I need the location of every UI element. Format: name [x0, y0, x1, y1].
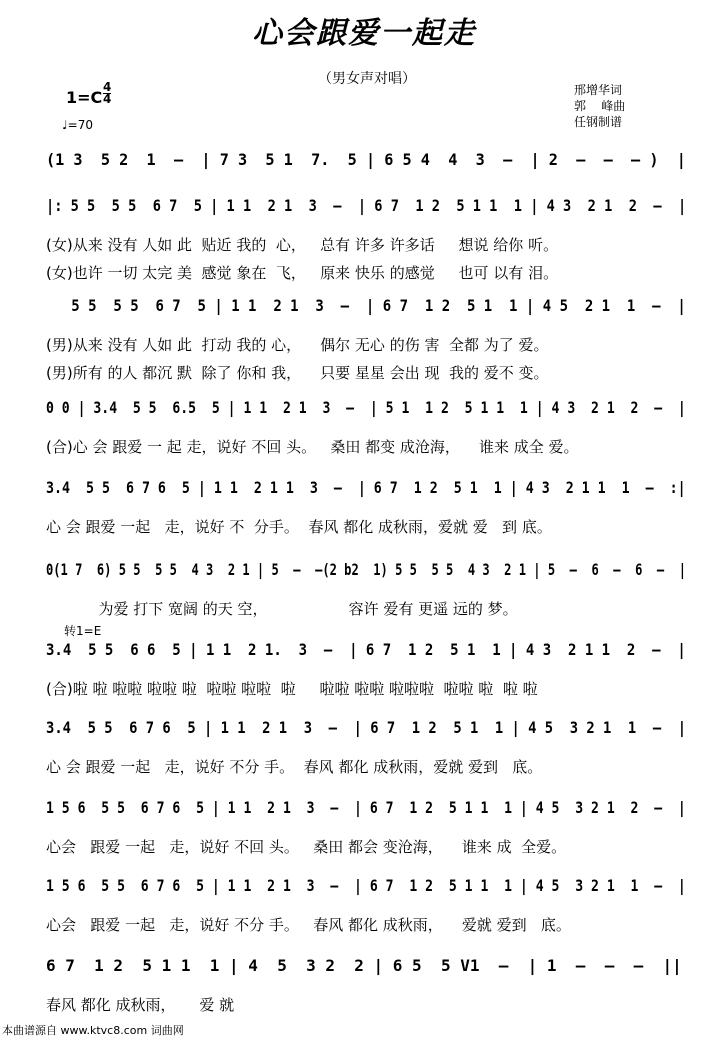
lyric-line: 心会 跟爱 一起 走，说好 不回 头。 桑田 都会 变沧海， 谁来 成 全爱。 [46, 838, 567, 856]
lyric-line: (男)所有 的人 都沉 默 除了 你和 我， 只要 星星 会出 现 我的 爱不 变。 [46, 364, 549, 382]
notation-row-11: 6 7 1 2 5 1 1 1 | 4 5 3 2 2 | 6 5 5 V1 – | 1 – – – || [46, 956, 682, 975]
notation-row-4: 0 0 | 3.4 5 5 6.5 5 | 1 1 2 1 3 – | 5 1 1 2 5 1 1 1 | 4 3 2 1 2 – | [46, 398, 686, 417]
lyric-line: 春风 都化 成秋雨， 爱 就 [46, 996, 235, 1014]
credit-composer: 郭 峰曲 [574, 99, 626, 113]
notation-row-8: 3.4 5 5 6 7 6 5 | 1 1 2 1 3 – | 6 7 1 2 5 1 1 | 4 5 3 2 1 1 – | [46, 718, 687, 737]
song-title: 心会跟爱一起走 [252, 16, 476, 51]
lyric-line: 心会 跟爱 一起 走，说好 不分 手。 春风 都化 成秋雨， 爱就 爱到 底。 [46, 916, 571, 934]
time-signature [103, 82, 111, 105]
tempo-marking: ♩=70 [62, 118, 93, 132]
notation-row-3: 5 5 5 5 6 7 5 | 1 1 2 1 3 – | 6 7 1 2 5 1 1 | 4 5 2 1 1 – | [46, 296, 686, 315]
lyric-line: 为爱 打下 宽阔 的天 空， 容许 爱有 更遥 远的 梦。 [46, 600, 518, 618]
lyric-line: (女)从来 没有 人如 此 贴近 我的 心， 总有 许多 许多话 想说 给你 听。 [46, 236, 559, 254]
lyric-line: 心 会 跟爱 一起 走，说好 不 分手。 春风 都化 成秋雨，爱就 爱 到 底。 [46, 518, 552, 536]
source-footer: 本曲谱源自 www.ktvc8.com 词曲网 [2, 1024, 184, 1037]
time-signature-top: 4 [103, 80, 112, 94]
credit-lyricist: 邢增华词 [574, 83, 623, 97]
modulation-marking: 转1=E [64, 624, 102, 638]
notation-row-6: 0(1 7 6) 5 5 5 5 4 3 2 1 | 5 – –(2 b2 1) 5 5 5 5 4 3 2 1 | 5 – 6 – 6 – | [46, 560, 687, 579]
lyric-line: (女)也许 一切 太完 美 感觉 象在 飞， 原来 快乐 的感觉 也可 以有 泪。 [46, 264, 559, 282]
credits [574, 82, 625, 130]
lyric-line: (合)心 会 跟爱 一 起 走，说好 不回 头。 桑田 都变 成沧海， 谁来 成全 爱。 [46, 438, 579, 456]
credit-arranger: 任钢制谱 [574, 115, 623, 129]
lyric-line: (男)从来 没有 人如 此 打动 我的 心， 偶尔 无心 的伤 害 全都 为了 爱。 [46, 336, 549, 354]
lyric-line: 心 会 跟爱 一起 走，说好 不分 手。 春风 都化 成秋雨，爱就 爱到 底。 [46, 758, 543, 776]
notation-row-7: 3.4 5 5 6 6 5 | 1 1 2 1. 3 – | 6 7 1 2 5 1 1 | 4 3 2 1 1 2 – | [46, 640, 686, 659]
notation-row-1: (1 3 5 2 1 – | 7 3 5 1 7. 5 | 6 5 4 4 3 – | 2 – – – ) | [46, 150, 686, 169]
time-signature-bottom: 4 [103, 92, 112, 106]
lyric-line: (合)啦 啦 啦啦 啦啦 啦 啦啦 啦啦 啦 啦啦 啦啦 啦啦啦 啦啦 啦 啦 啦 [46, 680, 538, 698]
notation-row-2: |: 5 5 5 5 6 7 5 | 1 1 2 1 3 – | 6 7 1 2 5 1 1 1 | 4 3 2 1 2 – | [46, 196, 687, 215]
notation-row-10: 1 5 6 5 5 6 7 6 5 | 1 1 2 1 3 – | 6 7 1 2 5 1 1 1 | 4 5 3 2 1 1 – | [46, 876, 686, 895]
notation-row-5: 3.4 5 5 6 7 6 5 | 1 1 2 1 1 3 – | 6 7 1 2 5 1 1 | 4 3 2 1 1 1 – :| [46, 478, 686, 497]
notation-row-9: 1 5 6 5 5 6 7 6 5 | 1 1 2 1 3 – | 6 7 1 2 5 1 1 1 | 4 5 3 2 1 2 – | [46, 798, 686, 817]
key-signature: 1=C [66, 88, 103, 107]
song-subtitle: （男女声对唱） [318, 71, 416, 87]
